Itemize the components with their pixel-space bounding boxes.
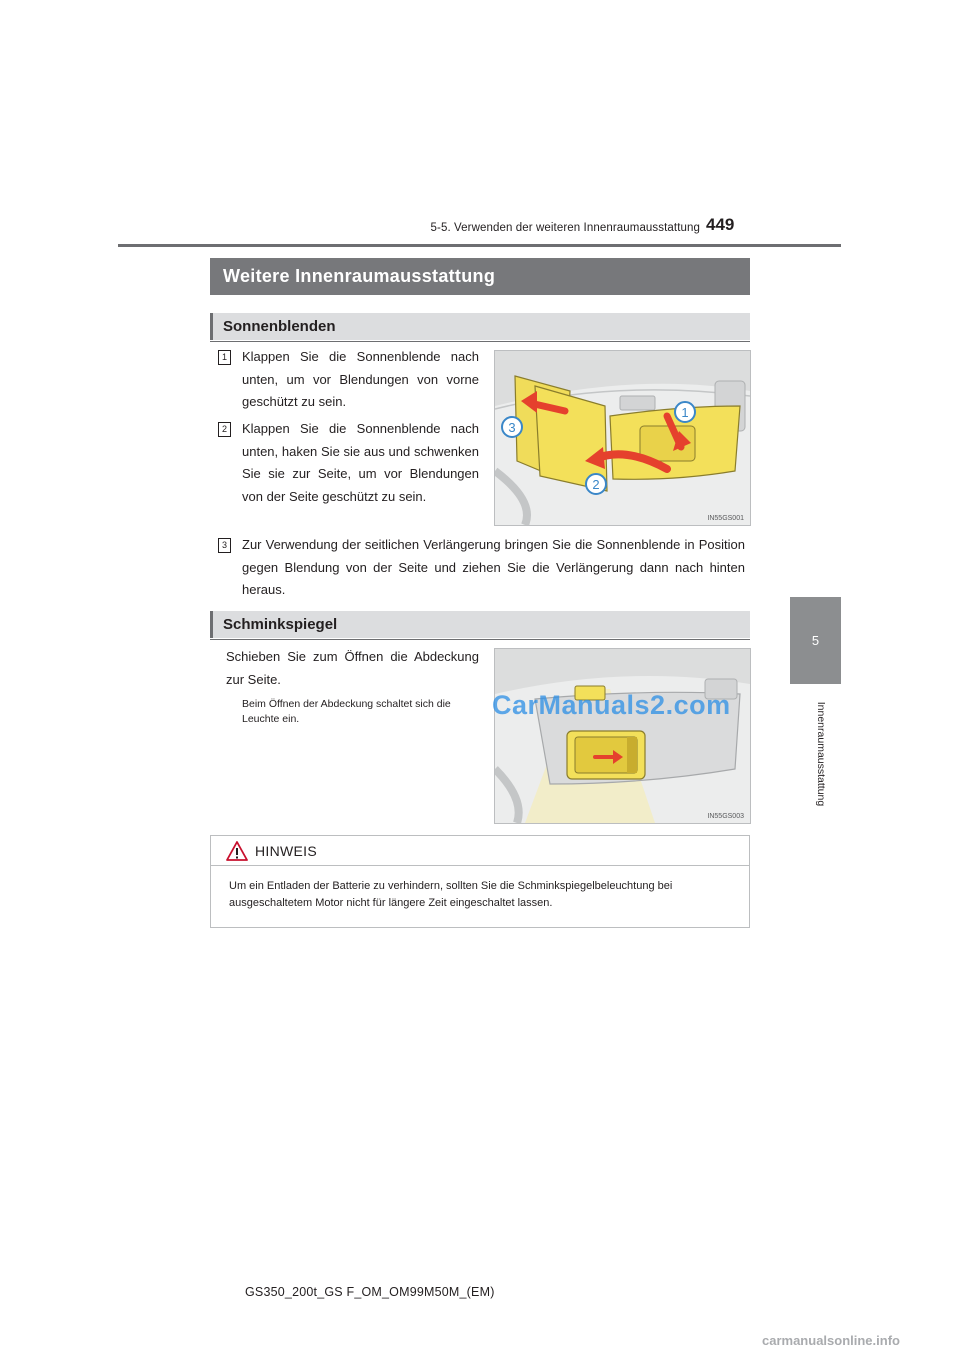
callout-2: 2 bbox=[592, 477, 600, 492]
step-text-2: Klappen Sie die Sonnenblende nach unten, haken Sie sie aus und schwenken Sie sie zur Seite, um vor Blendungen von der Seite geschützt zu sein. bbox=[242, 421, 479, 504]
vanity-mirror-text: Schieben Sie zum Öffnen die Abdeckung zur Seite. bbox=[226, 649, 479, 687]
notice-body: Um ein Entladen der Batterie zu verhindern, sollten Sie die Schminkspiegelbeleuchtung bei ausgeschaltetem Motor nicht für längere Zeit eingeschaltet lassen. bbox=[229, 880, 673, 909]
section-heading-sun-visors: Sonnenblenden bbox=[210, 313, 750, 340]
chapter-label: Innenraumausstattung bbox=[815, 701, 827, 807]
vanity-mirror-illustration bbox=[495, 649, 750, 823]
chapter-side-label bbox=[808, 690, 827, 820]
warning-triangle-icon bbox=[226, 841, 248, 861]
notice-header bbox=[211, 836, 749, 866]
callout-1: 1 bbox=[681, 405, 689, 420]
step-text-1: Klappen Sie die Sonnenblende nach unten, um vor Blendungen von vorne geschützt zu sein. bbox=[242, 349, 479, 409]
running-head: 5-5. Verwenden der weiteren Innenraumausstattung bbox=[430, 222, 700, 234]
figure-code: IN55GS003 bbox=[707, 813, 744, 820]
step-number-2: 2 bbox=[218, 422, 231, 437]
header-rule bbox=[118, 244, 841, 247]
notice-title: HINWEIS bbox=[255, 843, 317, 859]
watermark-carmanuals2: CarManuals2.com bbox=[492, 690, 731, 720]
page-number: 449 bbox=[706, 215, 735, 234]
chapter-number: 5 bbox=[811, 633, 820, 648]
vanity-mirror-figure bbox=[494, 648, 751, 824]
page-title: Weitere Innenraumausstattung bbox=[210, 258, 750, 295]
footer-code: GS350_200t_GS F_OM_OM99M50M_(EM) bbox=[245, 1285, 495, 1299]
sun-visor-figure bbox=[494, 350, 751, 526]
step-text-3: Zur Verwendung der seitlichen Verlängerung bringen Sie die Sonnenblende in Position gegen Blendung von der Seite und ziehen Sie die Verlängerung dann nach hinten heraus. bbox=[242, 537, 745, 597]
chapter-tab bbox=[790, 597, 841, 684]
figure-code: IN55GS001 bbox=[707, 515, 744, 522]
vanity-mirror-note: Beim Öffnen der Abdeckung schaltet sich die Leuchte ein. bbox=[242, 698, 451, 725]
section-heading-vanity-mirror: Schminkspiegel bbox=[210, 611, 750, 638]
watermark-carmanualsonline: carmanualsonline.info bbox=[762, 1333, 900, 1348]
sun-visor-illustration bbox=[495, 351, 750, 525]
notice-box bbox=[210, 835, 750, 928]
step-number-1: 1 bbox=[218, 350, 231, 365]
step-number-3: 3 bbox=[218, 538, 231, 553]
callout-3: 3 bbox=[508, 420, 516, 435]
